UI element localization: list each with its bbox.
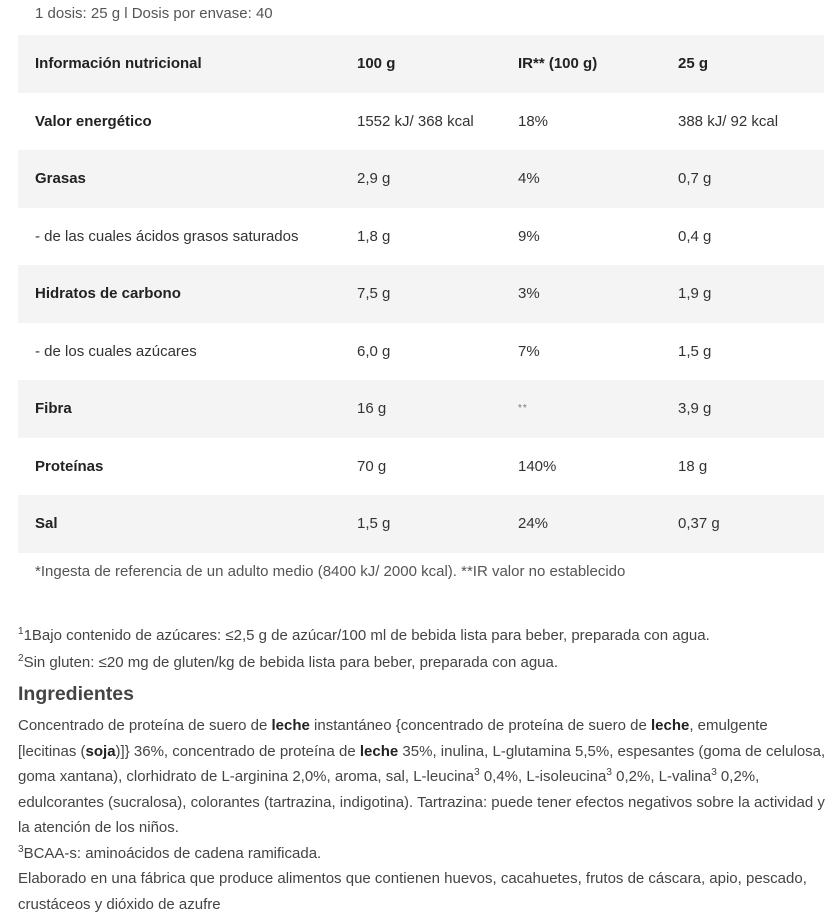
value-ir: 18% — [518, 93, 678, 151]
value-per-25g: 0,4 g — [678, 208, 824, 266]
ingredients-text: )]} 36%, concentrado de proteína de — [115, 742, 360, 760]
allergen-milk: leche — [359, 742, 399, 760]
value-per-25g: 0,7 g — [678, 150, 824, 208]
table-row — [18, 380, 824, 438]
ingredients-text: 0,2%, L-valina — [611, 768, 712, 785]
allergen-statement: Elaborado en una fábrica que produce alimentos que contienen huevos, cacahuetes, frutos de cáscara, apio, pescado, crustáceos y dióxido de azufre — [18, 870, 807, 913]
ingredients-text: 0,4%, L-isoleucina — [479, 768, 607, 785]
value-per-100g: 7,5 g — [357, 265, 518, 323]
nutrient-name: Fibra — [18, 380, 357, 438]
bcaa-note-text: BCAA-s: aminoácidos de cadena ramificada. — [23, 844, 322, 862]
header-per-100g: 100 g — [357, 35, 518, 93]
bcaa-note-marker: 3 — [18, 843, 24, 855]
footnote-1-marker: 1 — [18, 626, 24, 637]
value-per-25g: 388 kJ/ 92 kcal — [678, 93, 824, 151]
value-per-25g: 1,5 g — [678, 323, 824, 381]
footnote-1-text: 1Bajo contenido de azúcares: ≤2,5 g de azúcar/100 ml de bebida lista para beber, preparada con agua. — [23, 627, 710, 644]
value-per-25g: 3,9 g — [678, 380, 824, 438]
footnote-2-text: Sin gluten: ≤20 mg de gluten/kg de bebida lista para beber, preparada con agua. — [23, 654, 559, 671]
table-row — [18, 208, 824, 266]
footnote-low-sugar — [18, 627, 710, 644]
ingredients-text: 35%, inulina, L-glutamina 5,5%, espesantes (goma de celulosa, goma xantana), clorhidrato de L-arginina 2,0%, aroma, sal, L-leucina — [18, 742, 826, 785]
value-per-100g: 2,9 g — [357, 150, 518, 208]
value-per-25g: 0,37 g — [678, 495, 824, 553]
nutrient-name: Valor energético — [18, 93, 357, 151]
ir-footnote: *Ingesta de referencia de un adulto medio (8400 kJ/ 2000 kcal). **IR valor no establecido — [35, 563, 626, 580]
nutrition-table — [18, 35, 824, 553]
header-per-25g: 25 g — [678, 35, 824, 93]
nutrient-name: Proteínas — [18, 438, 357, 496]
allergen-milk: leche — [650, 717, 690, 734]
value-per-25g: 18 g — [678, 438, 824, 496]
ingredients-list — [18, 713, 828, 841]
nutrient-name: - de las cuales ácidos grasos saturados — [18, 208, 357, 266]
table-row — [18, 495, 824, 553]
nutrient-name: Grasas — [18, 150, 357, 208]
value-per-100g: 6,0 g — [357, 323, 518, 381]
ingredients-text: instantáneo {concentrado de proteína de suero de — [309, 717, 651, 734]
nutrient-name: Sal — [18, 495, 357, 553]
nutrition-table-body — [18, 35, 824, 553]
value-per-100g: 70 g — [357, 438, 518, 496]
table-row — [18, 265, 824, 323]
header-ir-100g: IR** (100 g) — [518, 35, 678, 93]
value-per-100g: 1,5 g — [357, 495, 518, 553]
value-per-100g: 1,8 g — [357, 208, 518, 266]
bcaa-marker: 3 — [606, 767, 612, 778]
ingredients-title: Ingredientes — [18, 683, 134, 705]
value-ir: 24% — [518, 495, 678, 553]
nutrient-name: Hidratos de carbono — [18, 265, 357, 323]
bcaa-marker: 3 — [474, 767, 480, 778]
ingredients-text: 0,2%, edulcorantes (sucralosa), colorantes (tartrazina, indigotina). Tartrazina: puede tener efectos negativos sobre la actividad y la atención de los niños. — [18, 768, 825, 836]
footnote-gluten-free — [18, 654, 558, 671]
table-row — [18, 323, 824, 381]
ingredients-body — [18, 713, 828, 917]
value-ir: 9% — [518, 208, 678, 266]
ingredients-text: Concentrado de proteína de suero de — [18, 717, 272, 734]
header-nutrition-info: Información nutricional — [18, 35, 357, 93]
ingredients-text: , emulgente [lecitinas ( — [18, 717, 768, 760]
value-ir: ** — [518, 380, 678, 438]
value-per-100g: 1552 kJ/ 368 kcal — [357, 93, 518, 151]
value-ir: 4% — [518, 150, 678, 208]
value-per-25g: 1,9 g — [678, 265, 824, 323]
table-header-row — [18, 35, 824, 93]
table-row — [18, 150, 824, 208]
bcaa-note — [18, 841, 828, 867]
serving-info: 1 dosis: 25 g l Dosis por envase: 40 — [35, 5, 273, 22]
nutrient-name: - de los cuales azúcares — [18, 323, 357, 381]
value-per-100g: 16 g — [357, 380, 518, 438]
table-row — [18, 93, 824, 151]
value-ir: 140% — [518, 438, 678, 496]
table-row — [18, 438, 824, 496]
value-ir: 3% — [518, 265, 678, 323]
allergen-soy: soja — [85, 742, 116, 760]
bcaa-marker: 3 — [711, 767, 717, 778]
allergen-milk: leche — [271, 717, 310, 734]
footnote-2-marker: 2 — [18, 653, 24, 664]
value-ir: 7% — [518, 323, 678, 381]
